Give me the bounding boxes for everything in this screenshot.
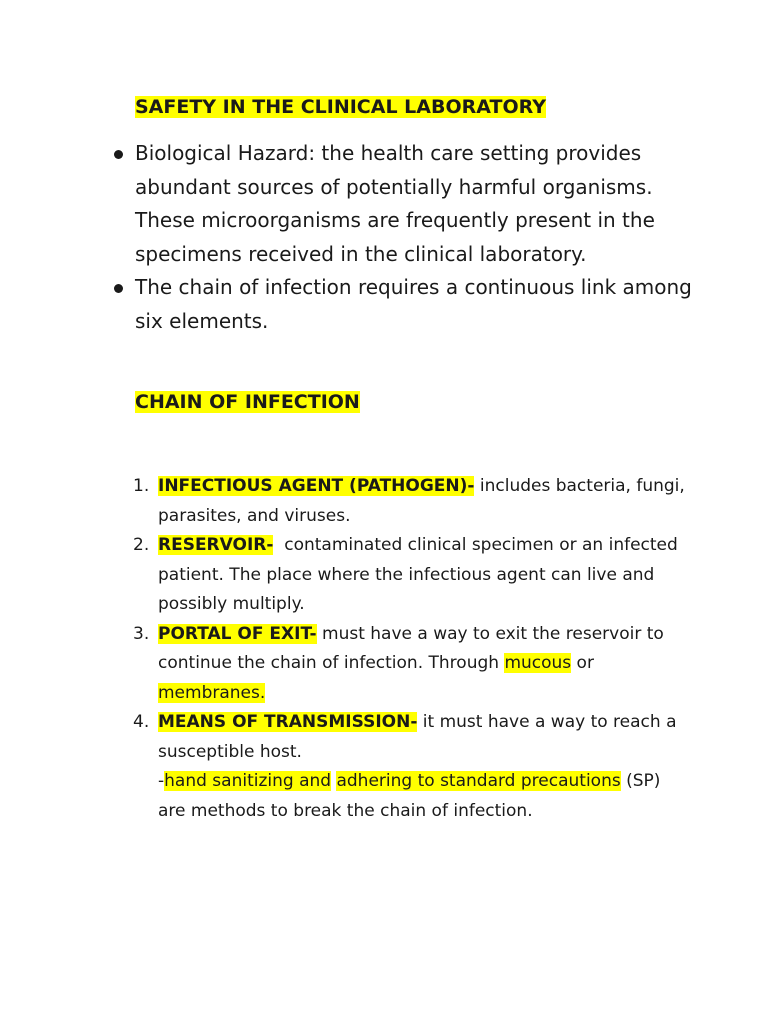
bullet-text: Biological Hazard: the health care setting provides abundant sources of potentially harmful organisms. These microorganisms are frequently present in the specimens received in the clinical laboratory. — [135, 141, 655, 266]
section-heading-text: CHAIN OF INFECTION — [135, 391, 360, 413]
highlight-hand-sanitizing: hand sanitizing and — [164, 771, 332, 791]
bullet-text: The chain of infection requires a continuous link among six elements. — [135, 275, 692, 333]
section-heading — [135, 388, 360, 416]
item-text: includes bacteria, fungi, parasites, and viruses. — [158, 476, 685, 526]
item-label: PORTAL OF EXIT- — [158, 623, 317, 644]
list-item — [133, 620, 688, 709]
list-item — [133, 531, 688, 620]
bullet-item — [135, 137, 695, 271]
list-number: 3. — [133, 623, 150, 644]
numbered-list — [133, 472, 688, 826]
list-number: 4. — [133, 712, 150, 732]
highlight-standard-precautions: adhering to standard precautions — [336, 771, 621, 791]
highlight-membranes: membranes. — [158, 682, 266, 703]
list-item — [133, 472, 688, 531]
item-text: must have a way to exit the reservoir to continue the chain of infection. Through — [158, 623, 664, 673]
page-title — [135, 93, 546, 121]
list-number: 2. — [133, 535, 150, 555]
item-text: it must have a way to reach a susceptible host. — [158, 712, 677, 762]
bullet-dot-icon — [114, 284, 123, 293]
item-text: contaminated clinical specimen or an infected patient. The place where the infectious agent can live and possibly multiply. — [158, 535, 684, 614]
item-label: INFECTIOUS AGENT (PATHOGEN)- — [158, 476, 475, 496]
item-label: MEANS OF TRANSMISSION- — [158, 712, 418, 732]
page-title-text: SAFETY IN THE CLINICAL LABORATORY — [135, 96, 546, 118]
bullet-dot-icon — [114, 150, 123, 159]
list-number: 1. — [133, 476, 150, 496]
sub-dash: - — [158, 771, 165, 791]
bullet-item — [135, 271, 695, 338]
item-text-or: or — [571, 653, 594, 673]
highlight-mucous: mucous — [504, 653, 572, 673]
list-item — [133, 708, 688, 826]
sub-text: (SP) are methods to break the chain of infection. — [158, 771, 661, 821]
bullet-list — [135, 137, 695, 338]
item-label: RESERVOIR- — [158, 535, 274, 555]
